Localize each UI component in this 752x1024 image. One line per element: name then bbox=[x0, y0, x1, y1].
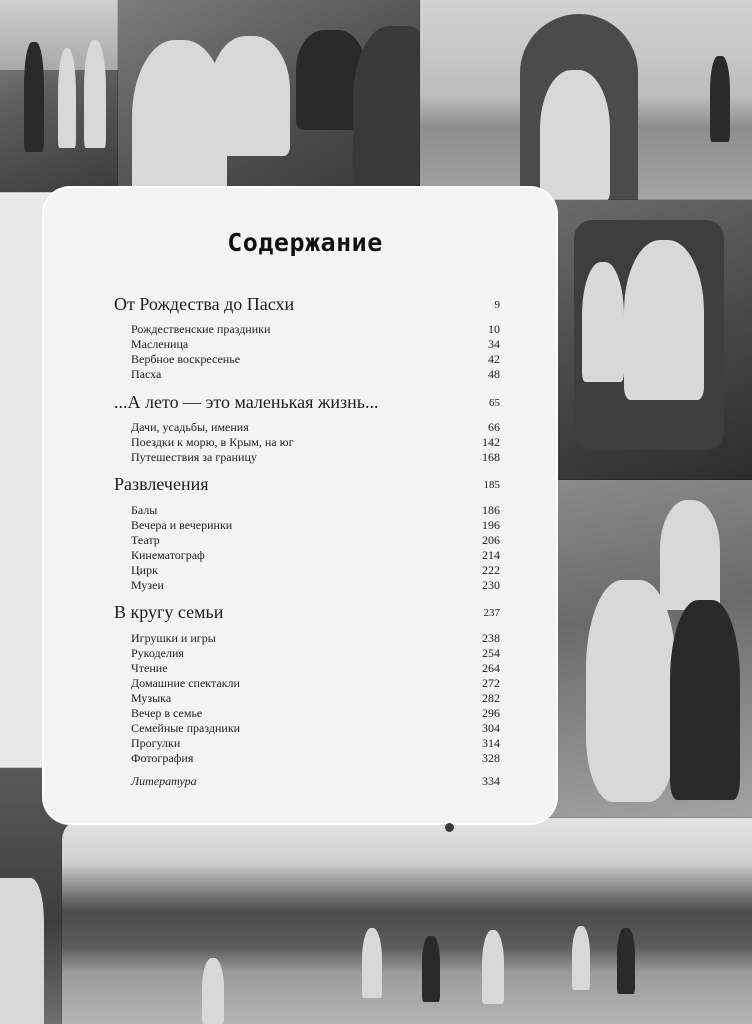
section-title: Развлечения bbox=[114, 474, 209, 494]
page-number: 254 bbox=[482, 646, 500, 660]
item-title: Кинематограф bbox=[131, 548, 205, 562]
item-title: Домашние спектакли bbox=[131, 676, 240, 690]
page-number: 214 bbox=[482, 548, 500, 562]
item-title: Музеи bbox=[131, 578, 164, 592]
page-number: 314 bbox=[482, 736, 500, 750]
page-number: 238 bbox=[482, 631, 500, 645]
page-number: 264 bbox=[482, 661, 500, 675]
item-title: Игрушки и игры bbox=[131, 631, 216, 645]
item-title: Цирк bbox=[131, 563, 158, 577]
contents-panel bbox=[44, 188, 556, 823]
photo-beach-chair bbox=[420, 0, 752, 212]
photo-cyclists bbox=[0, 0, 130, 192]
item-title: Музыка bbox=[131, 691, 172, 705]
section-title: В кругу семьи bbox=[114, 602, 224, 622]
section-title: ...А лето — это маленькая жизнь... bbox=[114, 392, 379, 412]
item-title: Вечер в семье bbox=[131, 706, 203, 720]
page-number: 237 bbox=[483, 607, 500, 619]
page-number: 196 bbox=[482, 518, 500, 532]
item-title: Рукоделия bbox=[131, 646, 184, 660]
item-title: Прогулки bbox=[131, 736, 181, 750]
item-title: Путешествия за границу bbox=[131, 450, 257, 464]
page-number: 9 bbox=[494, 299, 500, 311]
item-title: Балы bbox=[131, 503, 158, 517]
page-number: 206 bbox=[482, 533, 500, 547]
page-number: 272 bbox=[482, 676, 500, 690]
page-number: 185 bbox=[483, 479, 500, 491]
item-title: Фотография bbox=[131, 751, 194, 765]
page-number: 65 bbox=[489, 397, 500, 409]
photo-card-players bbox=[118, 0, 446, 212]
page-number: 334 bbox=[482, 774, 500, 788]
item-title: Литература bbox=[131, 774, 197, 788]
page-number: 304 bbox=[482, 721, 500, 735]
item-title: Рождественские праздники bbox=[131, 322, 271, 336]
page-number: 34 bbox=[488, 337, 500, 351]
page-number: 328 bbox=[482, 751, 500, 765]
item-title: Театр bbox=[131, 533, 160, 547]
item-title: Вербное воскресенье bbox=[131, 352, 241, 366]
page-number: 296 bbox=[482, 706, 500, 720]
page-number: 230 bbox=[482, 578, 500, 592]
section-title: От Рождества до Пасхи bbox=[114, 294, 295, 314]
page-number: 142 bbox=[482, 435, 500, 449]
item-title: Пасха bbox=[131, 367, 162, 381]
item-title: Чтение bbox=[131, 661, 168, 675]
item-title: Поездки к морю, в Крым, на юг bbox=[131, 435, 294, 449]
page-number: 48 bbox=[488, 367, 500, 381]
item-title: Семейные праздники bbox=[131, 721, 241, 735]
page-title: Содержание bbox=[227, 228, 383, 257]
page-number: 282 bbox=[482, 691, 500, 705]
item-title: Масленица bbox=[131, 337, 189, 351]
page-number: 186 bbox=[482, 503, 500, 517]
ball-icon bbox=[445, 823, 454, 832]
photo-football-match bbox=[62, 818, 752, 1024]
item-title: Дачи, усадьбы, имения bbox=[131, 420, 249, 434]
page-number: 168 bbox=[482, 450, 500, 464]
item-title: Вечера и вечеринки bbox=[131, 518, 233, 532]
page-number: 10 bbox=[488, 322, 500, 336]
page-number: 42 bbox=[488, 352, 500, 366]
page-number: 222 bbox=[482, 563, 500, 577]
page-number: 66 bbox=[488, 420, 500, 434]
photo-dancing-couple bbox=[530, 480, 752, 820]
